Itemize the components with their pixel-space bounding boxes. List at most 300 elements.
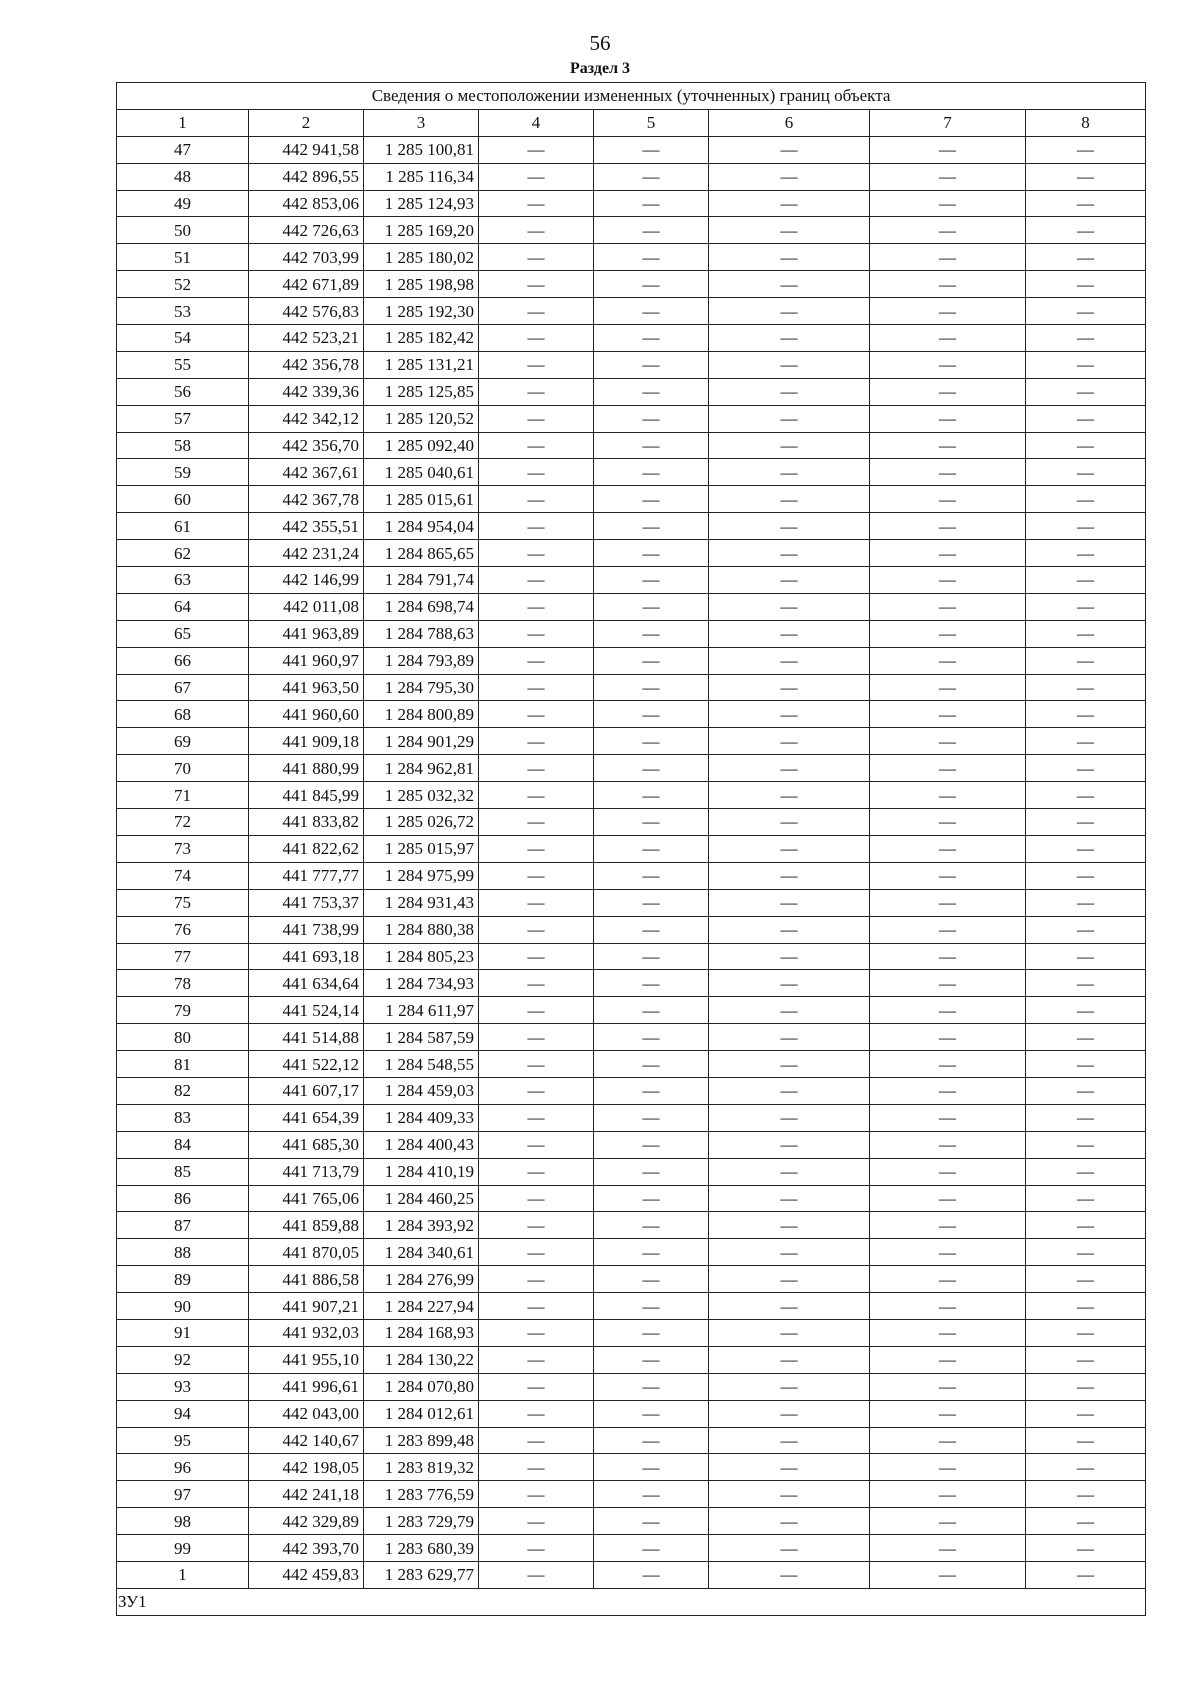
empty-value-cell: — xyxy=(479,1024,594,1051)
empty-value-cell: — xyxy=(870,593,1026,620)
empty-value-cell: — xyxy=(709,513,870,540)
empty-value-cell: — xyxy=(479,325,594,352)
point-number-cell: 72 xyxy=(117,809,249,836)
table-row xyxy=(117,701,1146,728)
x-coordinate-cell: 441 955,10 xyxy=(249,1346,364,1373)
y-coordinate-cell: 1 285 182,42 xyxy=(364,325,479,352)
x-coordinate-cell: 442 011,08 xyxy=(249,593,364,620)
empty-value-cell: — xyxy=(709,889,870,916)
empty-value-cell: — xyxy=(1026,970,1146,997)
empty-value-cell: — xyxy=(594,620,709,647)
empty-value-cell: — xyxy=(594,916,709,943)
point-number-cell: 48 xyxy=(117,163,249,190)
table-row xyxy=(117,325,1146,352)
empty-value-cell: — xyxy=(870,378,1026,405)
y-coordinate-cell: 1 284 587,59 xyxy=(364,1024,479,1051)
x-coordinate-cell: 441 685,30 xyxy=(249,1131,364,1158)
table-row xyxy=(117,809,1146,836)
coordinates-table xyxy=(116,82,1146,1616)
empty-value-cell: — xyxy=(709,190,870,217)
empty-value-cell: — xyxy=(1026,432,1146,459)
x-coordinate-cell: 442 896,55 xyxy=(249,163,364,190)
y-coordinate-cell: 1 284 793,89 xyxy=(364,647,479,674)
y-coordinate-cell: 1 283 899,48 xyxy=(364,1427,479,1454)
table-row xyxy=(117,1051,1146,1078)
y-coordinate-cell: 1 284 460,25 xyxy=(364,1185,479,1212)
empty-value-cell: — xyxy=(870,351,1026,378)
column-header: 7 xyxy=(870,109,1026,136)
empty-value-cell: — xyxy=(594,1427,709,1454)
y-coordinate-cell: 1 284 548,55 xyxy=(364,1051,479,1078)
empty-value-cell: — xyxy=(1026,1185,1146,1212)
y-coordinate-cell: 1 284 227,94 xyxy=(364,1293,479,1320)
point-number-cell: 69 xyxy=(117,728,249,755)
empty-value-cell: — xyxy=(870,513,1026,540)
empty-value-cell: — xyxy=(594,567,709,594)
table-row xyxy=(117,1266,1146,1293)
x-coordinate-cell: 441 932,03 xyxy=(249,1319,364,1346)
x-coordinate-cell: 441 522,12 xyxy=(249,1051,364,1078)
empty-value-cell: — xyxy=(1026,728,1146,755)
y-coordinate-cell: 1 283 629,77 xyxy=(364,1561,479,1588)
empty-value-cell: — xyxy=(709,701,870,728)
empty-value-cell: — xyxy=(479,217,594,244)
table-row xyxy=(117,1158,1146,1185)
table-row xyxy=(117,217,1146,244)
x-coordinate-cell: 441 960,97 xyxy=(249,647,364,674)
point-number-cell: 52 xyxy=(117,271,249,298)
x-coordinate-cell: 441 822,62 xyxy=(249,835,364,862)
empty-value-cell: — xyxy=(870,1427,1026,1454)
empty-value-cell: — xyxy=(1026,1508,1146,1535)
point-number-cell: 81 xyxy=(117,1051,249,1078)
table-row xyxy=(117,1024,1146,1051)
x-coordinate-cell: 442 146,99 xyxy=(249,567,364,594)
empty-value-cell: — xyxy=(709,1158,870,1185)
x-coordinate-cell: 441 859,88 xyxy=(249,1212,364,1239)
table-row xyxy=(117,244,1146,271)
empty-value-cell: — xyxy=(479,1266,594,1293)
empty-value-cell: — xyxy=(870,1400,1026,1427)
x-coordinate-cell: 441 607,17 xyxy=(249,1077,364,1104)
point-number-cell: 97 xyxy=(117,1481,249,1508)
empty-value-cell: — xyxy=(870,1373,1026,1400)
empty-value-cell: — xyxy=(1026,1346,1146,1373)
empty-value-cell: — xyxy=(1026,862,1146,889)
empty-value-cell: — xyxy=(594,862,709,889)
empty-value-cell: — xyxy=(709,1454,870,1481)
y-coordinate-cell: 1 285 131,21 xyxy=(364,351,479,378)
empty-value-cell: — xyxy=(1026,889,1146,916)
empty-value-cell: — xyxy=(479,701,594,728)
empty-value-cell: — xyxy=(709,1293,870,1320)
table-row xyxy=(117,1293,1146,1320)
y-coordinate-cell: 1 284 795,30 xyxy=(364,674,479,701)
empty-value-cell: — xyxy=(1026,593,1146,620)
column-header: 8 xyxy=(1026,109,1146,136)
empty-value-cell: — xyxy=(870,325,1026,352)
empty-value-cell: — xyxy=(1026,540,1146,567)
empty-value-cell: — xyxy=(870,1104,1026,1131)
empty-value-cell: — xyxy=(594,970,709,997)
y-coordinate-cell: 1 284 012,61 xyxy=(364,1400,479,1427)
empty-value-cell: — xyxy=(479,916,594,943)
empty-value-cell: — xyxy=(709,217,870,244)
empty-value-cell: — xyxy=(1026,459,1146,486)
table-row xyxy=(117,432,1146,459)
y-coordinate-cell: 1 285 026,72 xyxy=(364,809,479,836)
x-coordinate-cell: 442 342,12 xyxy=(249,405,364,432)
x-coordinate-cell: 441 963,89 xyxy=(249,620,364,647)
empty-value-cell: — xyxy=(709,378,870,405)
empty-value-cell: — xyxy=(479,1212,594,1239)
empty-value-cell: — xyxy=(709,244,870,271)
empty-value-cell: — xyxy=(870,1158,1026,1185)
empty-value-cell: — xyxy=(709,916,870,943)
empty-value-cell: — xyxy=(1026,1239,1146,1266)
column-header: 5 xyxy=(594,109,709,136)
empty-value-cell: — xyxy=(479,809,594,836)
point-number-cell: 93 xyxy=(117,1373,249,1400)
empty-value-cell: — xyxy=(479,136,594,163)
empty-value-cell: — xyxy=(594,782,709,809)
x-coordinate-cell: 442 576,83 xyxy=(249,298,364,325)
empty-value-cell: — xyxy=(594,1561,709,1588)
column-header: 1 xyxy=(117,109,249,136)
point-number-cell: 54 xyxy=(117,325,249,352)
empty-value-cell: — xyxy=(479,943,594,970)
y-coordinate-cell: 1 285 124,93 xyxy=(364,190,479,217)
table-row xyxy=(117,1319,1146,1346)
table-row xyxy=(117,782,1146,809)
empty-value-cell: — xyxy=(709,970,870,997)
empty-value-cell: — xyxy=(594,1373,709,1400)
empty-value-cell: — xyxy=(870,163,1026,190)
empty-value-cell: — xyxy=(594,217,709,244)
x-coordinate-cell: 441 845,99 xyxy=(249,782,364,809)
x-coordinate-cell: 442 853,06 xyxy=(249,190,364,217)
empty-value-cell: — xyxy=(709,943,870,970)
empty-value-cell: — xyxy=(1026,190,1146,217)
empty-value-cell: — xyxy=(479,862,594,889)
empty-value-cell: — xyxy=(594,674,709,701)
x-coordinate-cell: 442 356,78 xyxy=(249,351,364,378)
empty-value-cell: — xyxy=(870,889,1026,916)
empty-value-cell: — xyxy=(709,1024,870,1051)
point-number-cell: 65 xyxy=(117,620,249,647)
y-coordinate-cell: 1 284 340,61 xyxy=(364,1239,479,1266)
empty-value-cell: — xyxy=(709,755,870,782)
empty-value-cell: — xyxy=(870,728,1026,755)
empty-value-cell: — xyxy=(594,190,709,217)
x-coordinate-cell: 442 393,70 xyxy=(249,1535,364,1562)
empty-value-cell: — xyxy=(479,674,594,701)
empty-value-cell: — xyxy=(479,351,594,378)
empty-value-cell: — xyxy=(709,997,870,1024)
empty-value-cell: — xyxy=(870,567,1026,594)
empty-value-cell: — xyxy=(479,1319,594,1346)
table-row xyxy=(117,835,1146,862)
y-coordinate-cell: 1 285 015,61 xyxy=(364,486,479,513)
x-coordinate-cell: 441 833,82 xyxy=(249,809,364,836)
point-number-cell: 77 xyxy=(117,943,249,970)
empty-value-cell: — xyxy=(1026,567,1146,594)
empty-value-cell: — xyxy=(709,1535,870,1562)
empty-value-cell: — xyxy=(1026,136,1146,163)
empty-value-cell: — xyxy=(479,486,594,513)
y-coordinate-cell: 1 284 070,80 xyxy=(364,1373,479,1400)
empty-value-cell: — xyxy=(594,1346,709,1373)
empty-value-cell: — xyxy=(594,325,709,352)
empty-value-cell: — xyxy=(709,674,870,701)
empty-value-cell: — xyxy=(1026,1024,1146,1051)
empty-value-cell: — xyxy=(479,244,594,271)
empty-value-cell: — xyxy=(1026,701,1146,728)
empty-value-cell: — xyxy=(870,1293,1026,1320)
point-number-cell: 66 xyxy=(117,647,249,674)
y-coordinate-cell: 1 283 819,32 xyxy=(364,1454,479,1481)
point-number-cell: 94 xyxy=(117,1400,249,1427)
empty-value-cell: — xyxy=(594,459,709,486)
empty-value-cell: — xyxy=(479,755,594,782)
table-row xyxy=(117,1373,1146,1400)
empty-value-cell: — xyxy=(479,1561,594,1588)
point-number-cell: 89 xyxy=(117,1266,249,1293)
x-coordinate-cell: 442 355,51 xyxy=(249,513,364,540)
empty-value-cell: — xyxy=(594,405,709,432)
x-coordinate-cell: 441 524,14 xyxy=(249,997,364,1024)
empty-value-cell: — xyxy=(594,244,709,271)
y-coordinate-cell: 1 284 459,03 xyxy=(364,1077,479,1104)
x-coordinate-cell: 441 880,99 xyxy=(249,755,364,782)
table-row xyxy=(117,378,1146,405)
point-number-cell: 58 xyxy=(117,432,249,459)
table-caption-row xyxy=(117,83,1146,110)
empty-value-cell: — xyxy=(709,782,870,809)
empty-value-cell: — xyxy=(1026,1293,1146,1320)
empty-value-cell: — xyxy=(870,1077,1026,1104)
empty-value-cell: — xyxy=(1026,782,1146,809)
empty-value-cell: — xyxy=(594,997,709,1024)
empty-value-cell: — xyxy=(709,1400,870,1427)
point-number-cell: 49 xyxy=(117,190,249,217)
empty-value-cell: — xyxy=(479,1400,594,1427)
empty-value-cell: — xyxy=(479,1158,594,1185)
empty-value-cell: — xyxy=(1026,163,1146,190)
empty-value-cell: — xyxy=(870,809,1026,836)
empty-value-cell: — xyxy=(479,1239,594,1266)
x-coordinate-cell: 442 367,78 xyxy=(249,486,364,513)
empty-value-cell: — xyxy=(594,889,709,916)
empty-value-cell: — xyxy=(1026,486,1146,513)
y-coordinate-cell: 1 284 276,99 xyxy=(364,1266,479,1293)
x-coordinate-cell: 442 941,58 xyxy=(249,136,364,163)
empty-value-cell: — xyxy=(594,1319,709,1346)
empty-value-cell: — xyxy=(709,647,870,674)
empty-value-cell: — xyxy=(709,809,870,836)
table-row xyxy=(117,405,1146,432)
point-number-cell: 56 xyxy=(117,378,249,405)
point-number-cell: 71 xyxy=(117,782,249,809)
empty-value-cell: — xyxy=(1026,755,1146,782)
empty-value-cell: — xyxy=(594,1158,709,1185)
empty-value-cell: — xyxy=(709,1373,870,1400)
empty-value-cell: — xyxy=(479,620,594,647)
table-row xyxy=(117,1346,1146,1373)
x-coordinate-cell: 442 329,89 xyxy=(249,1508,364,1535)
table-row xyxy=(117,970,1146,997)
empty-value-cell: — xyxy=(1026,943,1146,970)
x-coordinate-cell: 441 907,21 xyxy=(249,1293,364,1320)
empty-value-cell: — xyxy=(479,1346,594,1373)
x-coordinate-cell: 442 043,00 xyxy=(249,1400,364,1427)
x-coordinate-cell: 442 459,83 xyxy=(249,1561,364,1588)
empty-value-cell: — xyxy=(709,271,870,298)
x-coordinate-cell: 441 738,99 xyxy=(249,916,364,943)
point-number-cell: 86 xyxy=(117,1185,249,1212)
table-row xyxy=(117,1427,1146,1454)
empty-value-cell: — xyxy=(479,513,594,540)
empty-value-cell: — xyxy=(1026,351,1146,378)
empty-value-cell: — xyxy=(1026,1561,1146,1588)
column-header: 4 xyxy=(479,109,594,136)
empty-value-cell: — xyxy=(594,1024,709,1051)
empty-value-cell: — xyxy=(870,1131,1026,1158)
y-coordinate-cell: 1 285 040,61 xyxy=(364,459,479,486)
column-header: 6 xyxy=(709,109,870,136)
y-coordinate-cell: 1 283 776,59 xyxy=(364,1481,479,1508)
empty-value-cell: — xyxy=(594,1077,709,1104)
y-coordinate-cell: 1 285 092,40 xyxy=(364,432,479,459)
point-number-cell: 59 xyxy=(117,459,249,486)
empty-value-cell: — xyxy=(870,997,1026,1024)
y-coordinate-cell: 1 283 680,39 xyxy=(364,1535,479,1562)
empty-value-cell: — xyxy=(594,1293,709,1320)
y-coordinate-cell: 1 285 015,97 xyxy=(364,835,479,862)
x-coordinate-cell: 441 777,77 xyxy=(249,862,364,889)
table-row xyxy=(117,163,1146,190)
empty-value-cell: — xyxy=(594,728,709,755)
empty-value-cell: — xyxy=(479,1185,594,1212)
y-coordinate-cell: 1 284 698,74 xyxy=(364,593,479,620)
empty-value-cell: — xyxy=(870,620,1026,647)
empty-value-cell: — xyxy=(1026,1051,1146,1078)
empty-value-cell: — xyxy=(479,1535,594,1562)
empty-value-cell: — xyxy=(709,351,870,378)
empty-value-cell: — xyxy=(709,1185,870,1212)
empty-value-cell: — xyxy=(870,486,1026,513)
table-row xyxy=(117,1077,1146,1104)
section-title: Раздел 3 xyxy=(569,60,631,77)
point-number-cell: 51 xyxy=(117,244,249,271)
table-row xyxy=(117,674,1146,701)
empty-value-cell: — xyxy=(709,1427,870,1454)
empty-value-cell: — xyxy=(870,405,1026,432)
empty-value-cell: — xyxy=(870,674,1026,701)
empty-value-cell: — xyxy=(1026,1131,1146,1158)
y-coordinate-cell: 1 285 032,32 xyxy=(364,782,479,809)
empty-value-cell: — xyxy=(870,244,1026,271)
point-number-cell: 76 xyxy=(117,916,249,943)
x-coordinate-cell: 441 909,18 xyxy=(249,728,364,755)
table-header-row xyxy=(117,109,1146,136)
y-coordinate-cell: 1 284 393,92 xyxy=(364,1212,479,1239)
table-row xyxy=(117,593,1146,620)
table-caption: Сведения о местоположении измененных (уточненных) границ объекта xyxy=(117,83,1146,110)
empty-value-cell: — xyxy=(870,432,1026,459)
empty-value-cell: — xyxy=(594,647,709,674)
empty-value-cell: — xyxy=(479,163,594,190)
x-coordinate-cell: 441 634,64 xyxy=(249,970,364,997)
empty-value-cell: — xyxy=(1026,1535,1146,1562)
table-row xyxy=(117,755,1146,782)
empty-value-cell: — xyxy=(479,1454,594,1481)
point-number-cell: 95 xyxy=(117,1427,249,1454)
point-number-cell: 91 xyxy=(117,1319,249,1346)
empty-value-cell: — xyxy=(709,1077,870,1104)
point-number-cell: 61 xyxy=(117,513,249,540)
table-row xyxy=(117,997,1146,1024)
table-row xyxy=(117,1131,1146,1158)
empty-value-cell: — xyxy=(479,405,594,432)
empty-value-cell: — xyxy=(479,1104,594,1131)
empty-value-cell: — xyxy=(709,593,870,620)
y-coordinate-cell: 1 284 880,38 xyxy=(364,916,479,943)
empty-value-cell: — xyxy=(1026,809,1146,836)
point-number-cell: 67 xyxy=(117,674,249,701)
point-number-cell: 75 xyxy=(117,889,249,916)
empty-value-cell: — xyxy=(479,1481,594,1508)
empty-value-cell: — xyxy=(1026,298,1146,325)
empty-value-cell: — xyxy=(479,459,594,486)
point-number-cell: 80 xyxy=(117,1024,249,1051)
y-coordinate-cell: 1 284 400,43 xyxy=(364,1131,479,1158)
empty-value-cell: — xyxy=(870,540,1026,567)
empty-value-cell: — xyxy=(709,486,870,513)
table-row xyxy=(117,136,1146,163)
empty-value-cell: — xyxy=(1026,1427,1146,1454)
x-coordinate-cell: 442 726,63 xyxy=(249,217,364,244)
empty-value-cell: — xyxy=(1026,1077,1146,1104)
empty-value-cell: — xyxy=(1026,1104,1146,1131)
table-row xyxy=(117,513,1146,540)
empty-value-cell: — xyxy=(594,486,709,513)
empty-value-cell: — xyxy=(1026,997,1146,1024)
point-number-cell: 84 xyxy=(117,1131,249,1158)
point-number-cell: 55 xyxy=(117,351,249,378)
table-row xyxy=(117,271,1146,298)
x-coordinate-cell: 442 339,36 xyxy=(249,378,364,405)
y-coordinate-cell: 1 283 729,79 xyxy=(364,1508,479,1535)
empty-value-cell: — xyxy=(479,567,594,594)
empty-value-cell: — xyxy=(479,970,594,997)
empty-value-cell: — xyxy=(870,298,1026,325)
empty-value-cell: — xyxy=(594,378,709,405)
point-number-cell: 73 xyxy=(117,835,249,862)
table-row xyxy=(117,540,1146,567)
empty-value-cell: — xyxy=(1026,1454,1146,1481)
y-coordinate-cell: 1 284 800,89 xyxy=(364,701,479,728)
y-coordinate-cell: 1 285 192,30 xyxy=(364,298,479,325)
empty-value-cell: — xyxy=(1026,1158,1146,1185)
empty-value-cell: — xyxy=(1026,513,1146,540)
point-number-cell: 70 xyxy=(117,755,249,782)
empty-value-cell: — xyxy=(594,593,709,620)
table-row xyxy=(117,1104,1146,1131)
empty-value-cell: — xyxy=(870,1185,1026,1212)
land-plot-label: ЗУ1 xyxy=(117,1588,1146,1615)
x-coordinate-cell: 442 231,24 xyxy=(249,540,364,567)
